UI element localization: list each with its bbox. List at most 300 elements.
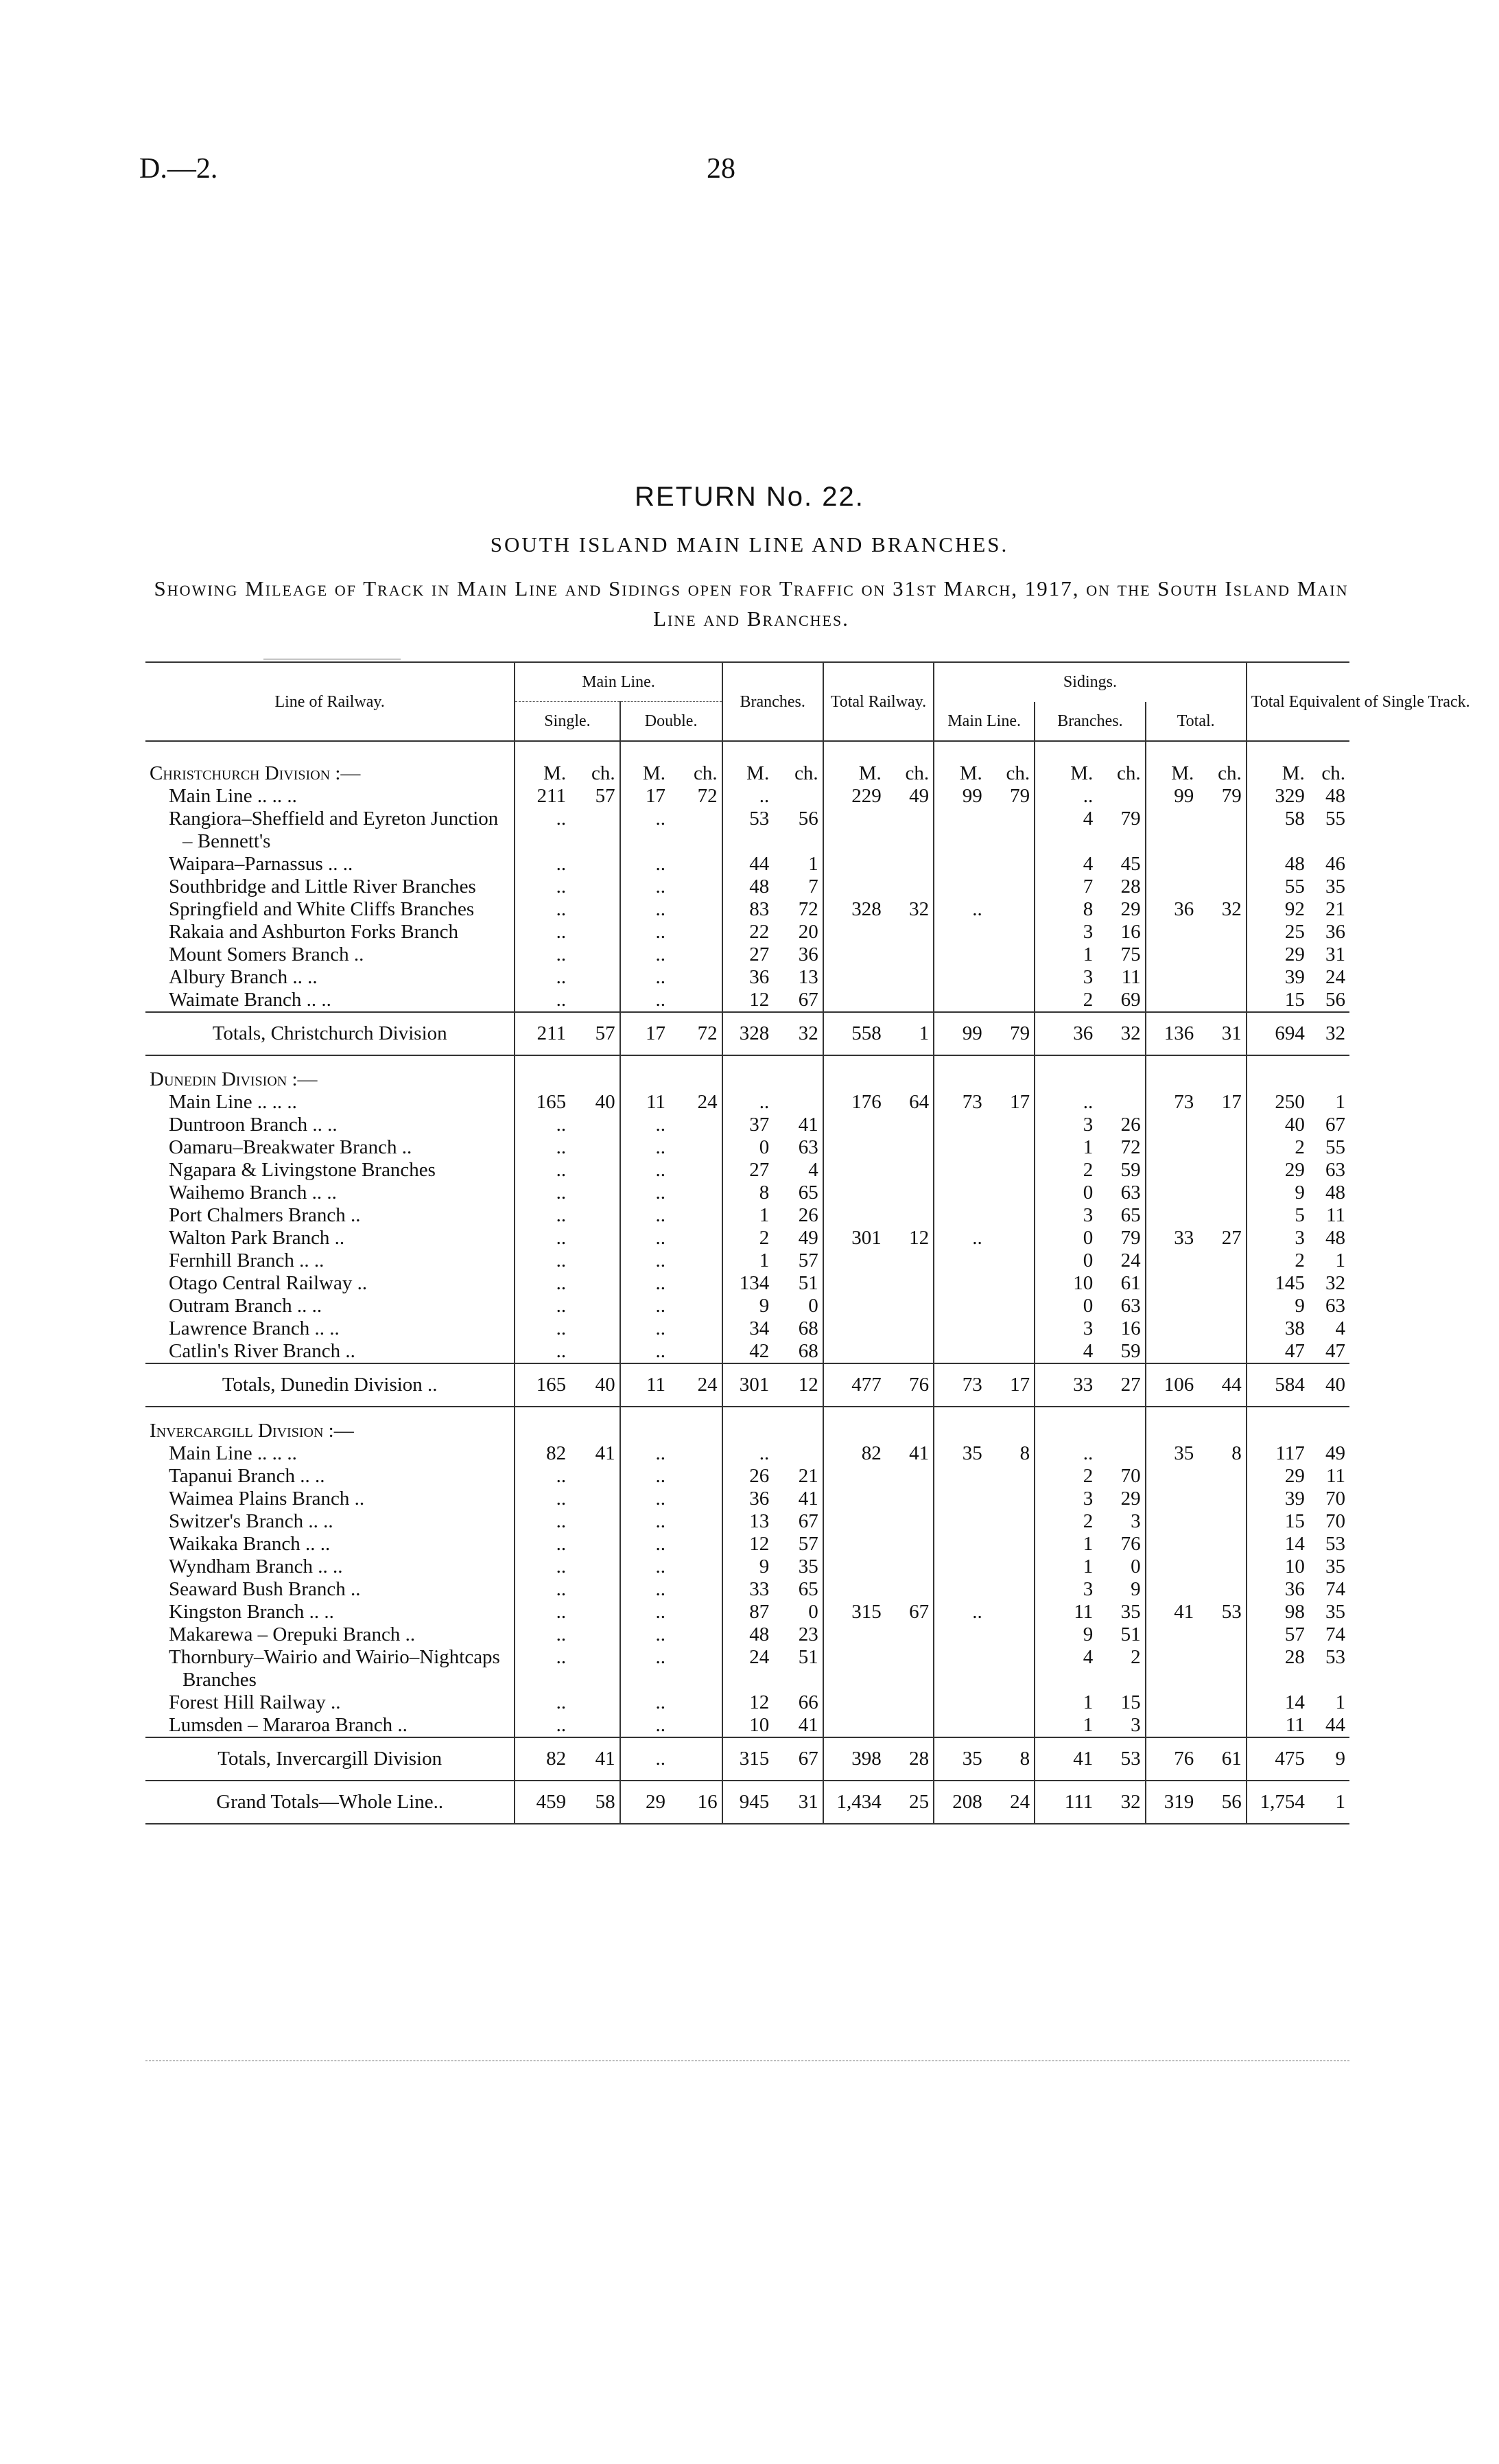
line-name [145,1623,515,1646]
sidings-main-miles [934,1272,987,1295]
double-chains [670,1488,722,1510]
double-miles: .. [620,1465,670,1488]
unit-label-miles [1146,1055,1199,1091]
total-railway-miles [823,943,886,966]
unit-label-chains: ch. [694,762,718,784]
sidings-branches-miles: 4 [1035,808,1097,853]
unit-label-miles [515,1055,570,1091]
double-miles: .. [620,1249,670,1272]
sidings-main-miles [934,1159,987,1182]
single-miles: .. [515,989,570,1012]
line-name [145,989,515,1012]
table-row [145,966,1349,989]
branches-chains [773,785,823,808]
sidings-total-chains [1198,1465,1246,1488]
sidings-branches-miles: 7 [1035,876,1097,898]
return-title: RETURN No. 22. [635,482,864,512]
branches-chains: 63 [798,1136,818,1158]
single-chains [570,1317,619,1340]
sidings-main-miles [934,1510,987,1533]
sidings-main-miles [934,1556,987,1578]
sidings-branches-chains: 45 [1120,853,1141,875]
total-railway-miles [823,1691,886,1714]
total-railway-miles [823,1317,886,1340]
double-chains [670,1601,722,1623]
branches-miles: 8 [722,1182,774,1204]
sidings-total-chains [1198,1340,1246,1363]
unit-label-miles [1035,1055,1097,1091]
sidings-main-chains [987,1556,1035,1578]
double-chains [670,1465,722,1488]
total-railway-chains [886,989,934,1012]
single-miles: .. [515,1249,570,1272]
unit-label-miles: M. [1247,741,1309,785]
equivalent-miles: 25 [1247,921,1309,943]
sidings-branches-chains: 61 [1120,1272,1141,1294]
equivalent-chains: 48 [1325,1182,1345,1204]
double-chains [670,921,722,943]
branches-miles: .. [722,1442,774,1465]
double-miles: .. [620,1737,670,1781]
branches-miles: 945 [722,1781,774,1824]
unit-label-miles [722,1407,774,1442]
sidings-total-miles: 136 [1146,1012,1199,1055]
unit-label-chains: ch. [1321,762,1345,784]
single-chains [570,1533,619,1556]
double-miles: .. [620,1136,670,1159]
sidings-total-chains: 27 [1221,1227,1242,1249]
total-railway-chains [886,943,934,966]
table-row [145,1691,1349,1714]
sidings-total-miles [1146,921,1199,943]
sidings-total-chains [1198,1714,1246,1737]
sidings-main-chains [987,1317,1035,1340]
line-name-text: Totals, Dunedin Division .. [222,1374,438,1396]
single-chains [570,808,619,853]
total-railway-chains [886,921,934,943]
branches-chains: 72 [798,898,818,920]
table-row [145,989,1349,1012]
single-chains [570,1340,619,1363]
sidings-total-miles [1146,1578,1199,1601]
total-railway-miles [823,1204,886,1227]
table-row [145,1159,1349,1182]
sidings-total-miles [1146,853,1199,876]
line-name-text: Port Chalmers Branch .. [169,1204,361,1226]
sidings-main-chains [987,876,1035,898]
line-name-text: Makarewa – Orepuki Branch .. [169,1623,416,1645]
return-description: Showing Mileage of Track in Main Line and Sidings open for Traffic on 31st March, 1917, on the South Island Main Line and Branches. [154,576,1349,631]
branches-miles: 328 [722,1012,774,1055]
single-miles: .. [515,1578,570,1601]
single-chains [570,1204,619,1227]
total-railway-miles [823,1136,886,1159]
unit-label-miles [620,1407,670,1442]
sidings-total-chains: 31 [1198,1012,1246,1055]
total-railway-miles [823,1623,886,1646]
branches-miles: 12 [722,1691,774,1714]
equivalent-chains: 48 [1325,1227,1345,1249]
branches-chains: 51 [798,1646,818,1668]
sidings-branches-chains: 59 [1120,1340,1141,1362]
sidings-main-chains [987,1623,1035,1646]
sidings-total-miles [1146,1533,1199,1556]
total-railway-chains [886,1136,934,1159]
branches-chains: 20 [798,921,818,943]
branches-chains: 49 [798,1227,818,1249]
line-name-text: Grand Totals—Whole Line.. [216,1791,444,1813]
sidings-main-chains: 79 [1010,785,1030,807]
equivalent-chains: 40 [1309,1363,1349,1407]
sidings-total-chains: 44 [1198,1363,1246,1407]
single-miles: .. [515,1227,570,1249]
branches-chains: 21 [798,1465,818,1487]
col-sidings-main-header: Main Line. [934,702,1035,742]
sidings-branches-miles: 0 [1035,1295,1097,1317]
single-chains [570,943,619,966]
sidings-total-miles: 41 [1146,1601,1199,1623]
total-railway-miles [823,966,886,989]
sidings-total-miles [1146,1623,1199,1646]
double-chains: 24 [697,1091,718,1113]
single-miles: 82 [515,1442,570,1465]
sidings-branches-miles: 41 [1035,1737,1097,1781]
unit-label-miles [1247,1407,1309,1442]
total-railway-chains [886,1159,934,1182]
line-name [145,1578,515,1601]
sidings-branches-miles: 1 [1035,1691,1097,1714]
sidings-main-chains: 8 [987,1737,1035,1781]
total-railway-miles [823,1533,886,1556]
line-name [145,1227,515,1249]
sidings-branches-chains: 11 [1121,966,1141,988]
table-row [145,1714,1349,1737]
sidings-main-chains: 24 [987,1781,1035,1824]
equivalent-miles: 250 [1247,1091,1309,1114]
sidings-main-miles [934,1465,987,1488]
double-miles: .. [620,1556,670,1578]
table-row [145,921,1349,943]
line-name [145,921,515,943]
sidings-main-miles [934,853,987,876]
single-chains [570,1510,619,1533]
branches-chains: 56 [798,808,818,830]
total-railway-miles: 558 [823,1012,886,1055]
equivalent-chains: 67 [1325,1114,1345,1136]
total-railway-chains: 32 [909,898,930,920]
single-chains [570,1182,619,1204]
single-miles: .. [515,1159,570,1182]
total-railway-chains [886,1114,934,1136]
unit-label-chains [670,1407,722,1442]
table-row [145,1272,1349,1295]
double-miles: .. [620,989,670,1012]
total-railway-chains [886,1556,934,1578]
line-name-text: Waihemo Branch .. .. [169,1182,337,1204]
sidings-total-miles: 35 [1146,1442,1199,1465]
sidings-branches-chains: 3 [1131,1510,1141,1532]
double-chains [670,1533,722,1556]
division-heading: Christchurch Division :— [150,762,361,784]
total-railway-miles: 315 [823,1601,886,1623]
single-chains [570,966,619,989]
total-railway-chains: 25 [886,1781,934,1824]
equivalent-chains: 47 [1325,1340,1345,1362]
sidings-branches-chains: 35 [1120,1601,1141,1623]
double-miles: .. [620,1227,670,1249]
double-miles: 11 [620,1363,670,1407]
branches-chains: 41 [798,1488,818,1510]
table-row [145,943,1349,966]
single-miles: .. [515,1136,570,1159]
branches-miles: 44 [722,853,774,876]
sidings-branches-chains: 65 [1120,1204,1141,1226]
col-double-header: Double. [620,702,722,742]
branches-chains: 35 [798,1556,818,1577]
double-chains: 24 [670,1363,722,1407]
line-name-text: Seaward Bush Branch .. [169,1578,361,1600]
sidings-branches-miles: 2 [1035,989,1097,1012]
sidings-main-miles [934,921,987,943]
single-miles: .. [515,1340,570,1363]
equivalent-chains: 32 [1309,1012,1349,1055]
total-railway-miles: 176 [823,1091,886,1114]
sidings-main-chains [987,1714,1035,1737]
col-equivalent-header: Total Equivalent of Single Track. [1247,662,1349,741]
single-miles: .. [515,1623,570,1646]
unit-label-chains [886,1407,934,1442]
sidings-total-chains [1198,1623,1246,1646]
sidings-total-chains: 61 [1198,1737,1246,1781]
sidings-branches-chains [1097,1442,1145,1465]
double-miles: .. [620,1340,670,1363]
branches-miles: 27 [722,943,774,966]
equivalent-miles: 11 [1247,1714,1309,1737]
sidings-main-miles: 208 [934,1781,987,1824]
double-chains [670,1317,722,1340]
total-railway-chains [886,966,934,989]
unit-label-chains [1097,1407,1145,1442]
unit-label-chains [987,1407,1035,1442]
total-railway-chains [886,1488,934,1510]
sidings-branches-chains: 29 [1120,1488,1141,1510]
equivalent-chains: 31 [1325,943,1345,965]
branches-miles: 37 [722,1114,774,1136]
double-chains [670,1442,722,1465]
sidings-branches-chains: 9 [1131,1578,1141,1600]
sidings-total-chains [1198,1182,1246,1204]
unit-label-miles [934,1055,987,1091]
sidings-main-chains [987,1465,1035,1488]
sidings-branches-miles: 2 [1035,1159,1097,1182]
sidings-branches-miles: 10 [1035,1272,1097,1295]
table-row [145,808,1349,853]
line-name [145,1488,515,1510]
single-chains [570,1114,619,1136]
line-name-text: Duntroon Branch .. .. [169,1114,338,1136]
sidings-main-chains [987,1646,1035,1691]
branches-chains: 66 [798,1691,818,1713]
sidings-main-miles [934,1249,987,1272]
line-name-text: Wyndham Branch .. .. [169,1556,343,1577]
table-body [145,741,1349,1824]
sidings-main-chains [987,1272,1035,1295]
single-miles: .. [515,1510,570,1533]
total-railway-miles [823,989,886,1012]
table-row [145,1227,1349,1249]
double-miles: .. [620,921,670,943]
total-railway-miles: 301 [823,1227,886,1249]
unit-label-chains [1309,1407,1349,1442]
line-name [145,1691,515,1714]
double-miles: .. [620,1510,670,1533]
sidings-branches-miles: 36 [1035,1012,1097,1055]
branches-chains: 13 [798,966,818,988]
division-total-row [145,1737,1349,1781]
branches-chains: 67 [798,989,818,1011]
col-sidings-branches-header: Branches. [1035,702,1145,742]
table-row [145,1465,1349,1488]
total-railway-miles: 229 [823,785,886,808]
line-name-text: Totals, Invercargill Division [217,1748,442,1770]
single-chains [570,1714,619,1737]
single-chains [570,853,619,876]
sidings-total-miles [1146,1465,1199,1488]
total-railway-chains [886,1714,934,1737]
col-branches-header: Branches. [722,662,823,741]
sidings-total-chains [1198,1578,1246,1601]
sidings-main-chains [987,1691,1035,1714]
total-railway-chains: 67 [909,1601,930,1623]
line-name [145,1714,515,1737]
double-miles: .. [620,1488,670,1510]
line-name [145,1646,515,1691]
double-miles: .. [620,1601,670,1623]
sidings-total-miles [1146,1714,1199,1737]
branches-chains: 68 [798,1340,818,1362]
branches-miles: 27 [722,1159,774,1182]
table-row [145,1646,1349,1691]
single-miles: .. [515,1204,570,1227]
equivalent-miles: 1,754 [1247,1781,1309,1824]
equivalent-miles: 10 [1247,1556,1309,1578]
table-row [145,853,1349,876]
equivalent-miles: 28 [1247,1646,1309,1691]
double-miles: .. [620,1114,670,1136]
branches-chains: 4 [808,1159,818,1181]
double-chains [670,1295,722,1317]
double-miles: .. [620,1442,670,1465]
sidings-total-chains [1198,808,1246,853]
unit-label-miles [823,1055,886,1091]
total-railway-chains [886,808,934,853]
division-total-row [145,1363,1349,1407]
equivalent-chains: 36 [1325,921,1345,943]
total-railway-chains [886,1340,934,1363]
double-chains [670,1182,722,1204]
col-sidings-total-header: Total. [1146,702,1247,742]
line-name [145,1781,515,1824]
equivalent-miles: 584 [1247,1363,1309,1407]
single-chains: 40 [595,1091,615,1113]
double-chains [670,808,722,853]
single-chains [570,1488,619,1510]
sidings-total-miles [1146,1646,1199,1691]
double-miles: .. [620,1623,670,1646]
table-row [145,1091,1349,1114]
unit-label-miles: M. [515,741,570,785]
double-chains [670,1136,722,1159]
sidings-total-chains: 79 [1221,785,1242,807]
equivalent-miles: 98 [1247,1601,1309,1623]
double-chains [670,876,722,898]
total-railway-miles: 398 [823,1737,886,1781]
equivalent-miles: 14 [1247,1533,1309,1556]
sidings-branches-miles: 111 [1035,1781,1097,1824]
line-name [145,785,515,808]
sidings-main-chains: 17 [1010,1091,1030,1113]
table-row [145,1488,1349,1510]
sidings-total-chains [1198,1510,1246,1533]
line-name-text: Waimate Branch .. .. [169,989,331,1011]
table-row [145,785,1349,808]
equivalent-chains: 49 [1325,1442,1345,1464]
total-railway-miles [823,1578,886,1601]
sidings-total-chains [1198,853,1246,876]
equivalent-chains: 48 [1325,785,1345,807]
sidings-branches-chains: 15 [1120,1691,1141,1713]
single-chains: 57 [570,1012,619,1055]
line-name [145,1249,515,1272]
unit-label-chains: ch. [1006,762,1030,784]
unit-label-miles [823,1407,886,1442]
sidings-total-miles [1146,1488,1199,1510]
total-railway-chains [886,1317,934,1340]
single-chains [570,1249,619,1272]
col-line-header: Line of Railway. [145,662,515,741]
sidings-branches-chains: 3 [1131,1714,1141,1736]
single-chains [570,1227,619,1249]
sidings-total-chains [1198,1159,1246,1182]
line-name-text: Kingston Branch .. .. [169,1601,334,1623]
line-name [145,1340,515,1363]
sidings-branches-chains: 24 [1120,1249,1141,1271]
double-miles: .. [620,1204,670,1227]
single-miles: 211 [515,785,570,808]
sidings-main-miles [934,808,987,853]
single-chains [570,1646,619,1691]
single-miles: 211 [515,1012,570,1055]
sidings-main-miles [934,1578,987,1601]
division-heading-row [145,741,1349,785]
line-name-text: Lawrence Branch .. .. [169,1317,340,1339]
equivalent-chains: 46 [1325,853,1345,875]
line-name-text: Mount Somers Branch .. [169,943,364,965]
single-miles: .. [515,1114,570,1136]
line-name-text: Rakaia and Ashburton Forks Branch [169,921,459,943]
single-miles: .. [515,876,570,898]
total-railway-chains: 76 [886,1363,934,1407]
line-name [145,1091,515,1114]
total-railway-chains [886,1204,934,1227]
sidings-branches-miles: 3 [1035,1204,1097,1227]
equivalent-chains: 1 [1309,1781,1349,1824]
equivalent-chains: 53 [1325,1533,1345,1555]
single-miles: .. [515,1601,570,1623]
sidings-main-miles [934,1204,987,1227]
single-miles: .. [515,943,570,966]
branches-chains: 67 [773,1737,823,1781]
